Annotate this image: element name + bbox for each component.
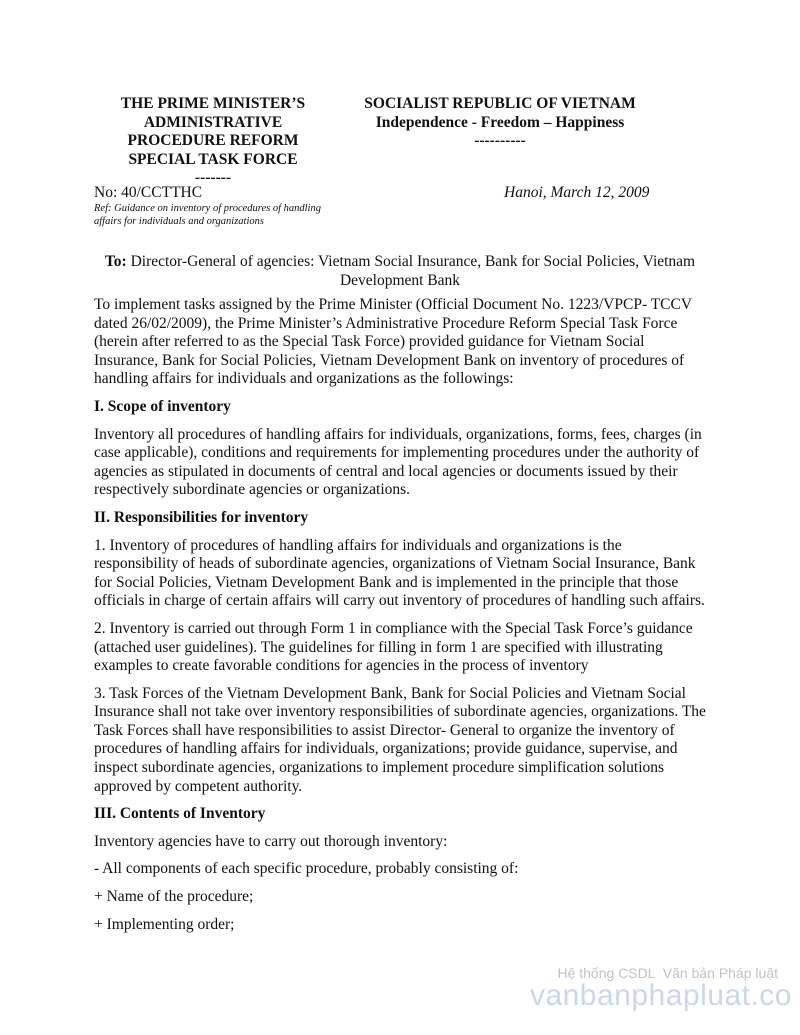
document-body (94, 296, 708, 943)
intro-paragraph: To implement tasks assigned by the Prime Minister (Official Document No. 1223/VPCP- TCCV dated 26/02/2009), the Prime Minister’s Administrative Procedure Reform Special Task Force (herein after referred to as the Special Task Force) provided guidance for Vietnam Social Insurance, Bank for Social Policies, Vietnam Development Bank on inventory of procedures of handling affairs for individuals and organizations as the followings: (94, 296, 692, 388)
issuer-line-3: PROCEDURE REFORM (127, 132, 299, 149)
recipient-line (94, 253, 706, 290)
section-3-paragraph-2: - All components of each specific procedure, probably consisting of: (94, 860, 519, 878)
section-2-paragraph-2: 2. Inventory is carried out through Form 1 in compliance with the Special Task Force’s guidance (attached user guidelines). The guidelines for filling in form 1 are specified with illustrating examples to create favorable conditions for agencies in the process of inventory (94, 619, 693, 675)
watermark-site: vanbanphapluat.co (529, 979, 792, 1012)
recipient-text: Director-General of agencies: Vietnam Social Insurance, Bank for Social Policies, Vietnam Development Bank (130, 253, 696, 289)
place-and-date: Hanoi, March 12, 2009 (504, 184, 650, 201)
section-2-paragraph-3: 3. Task Forces of the Vietnam Development Bank, Bank for Social Policies and Vietnam Social Insurance shall not take over inventory responsibilities of subordinate agencies, organizations. The Task Forces shall have responsibilities to assist Director- General to organize the inventory of procedures of handling affairs for individuals, organizations; provide guidance, supervise, and inspect subordinate agencies, organizations to implement procedure simplification solutions approved by competent authority. (94, 684, 706, 795)
recipient-label: To: (104, 253, 127, 270)
issuer-line-4: SPECIAL TASK FORCE (128, 150, 298, 168)
section-3-paragraph-4: + Implementing order; (94, 915, 235, 933)
national-motto: Independence - Freedom – Happiness (375, 113, 625, 131)
section-1-paragraph: Inventory all procedures of handling affairs for individuals, organizations, forms, fees, charges (in case applicable), conditions and requirements for implementing procedures under the authority of agencies as stipulated in documents of central and local agencies or documents issued by their respectively subordinate agencies or organizations. (94, 425, 702, 499)
issuer-header (95, 95, 331, 188)
issuer-line-1: THE PRIME MINISTER’S (120, 95, 306, 112)
issuer-line-2: ADMINISTRATIVE (143, 113, 283, 131)
watermark-caption: Hệ thống CSDL Văn bản Pháp luật (557, 965, 778, 981)
national-separator: ---------- (474, 132, 526, 149)
country-name: SOCIALIST REPUBLIC OF VIETNAM (364, 95, 636, 112)
section-3-heading: III. Contents of Inventory (94, 805, 266, 823)
issuer-separator: ------- (194, 169, 232, 186)
section-2-heading: II. Responsibilities for inventory (94, 508, 309, 526)
document-reference: Ref: Guidance on inventory of procedures of handling affairs for individuals and organizations (94, 203, 321, 227)
section-2-paragraph-1: 1. Inventory of procedures of handling affairs for individuals and organizations is the responsibility of heads of subordinate agencies, organizations of Vietnam Social Insurance, Bank for Social Policies, Vietnam Development Bank and is implemented in the principle that those officials in charge of certain affairs will carry out inventory of procedures of handling such affairs. (94, 536, 705, 610)
document-number: No: 40/CCTTHC (94, 184, 203, 201)
section-1-heading: I. Scope of inventory (94, 397, 231, 415)
section-3-paragraph-3: + Name of the procedure; (94, 888, 254, 906)
national-header (350, 95, 650, 151)
section-3-paragraph-1: Inventory agencies have to carry out thorough inventory: (94, 832, 448, 850)
